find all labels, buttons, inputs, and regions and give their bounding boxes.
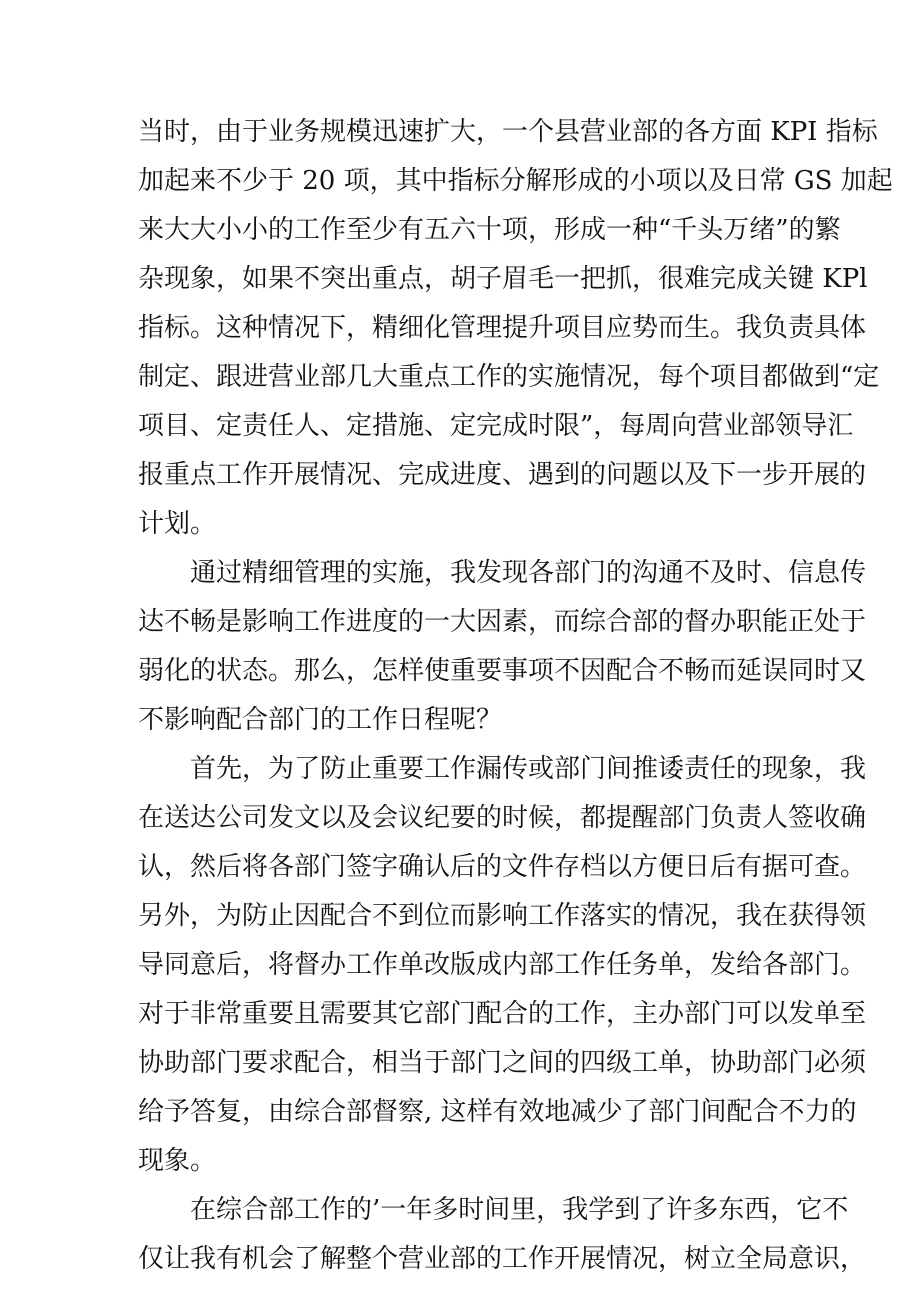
text-line: 首先，为了防止重要工作漏传或部门间推诿责任的现象，我 xyxy=(190,754,867,784)
text-line: 另外，为防止因配合不到位而影响工作落实的情况，我在获得领 xyxy=(138,901,867,931)
text-line: 加起来不少于 20 项，其中指标分解形成的小项以及日常 GS 加起 xyxy=(138,166,893,196)
text-line: 在综合部工作的’一年多时间里，我学到了许多东西，它不 xyxy=(190,1195,849,1225)
text-line: 在送达公司发文以及会议纪要的时候，都提醒部门负责人签收确 xyxy=(138,803,867,833)
text-line: 来大大小小的工作至少有五六十项，形成一种“千头万绪”的繁 xyxy=(138,215,841,245)
text-line: 仅让我有机会了解整个营业部的工作开展情况，树立全局意识， xyxy=(138,1244,867,1274)
text-line: 现象。 xyxy=(138,1146,217,1176)
text-line: 达不畅是影响工作进度的一大因素，而综合部的督办职能正处于 xyxy=(138,607,867,637)
text-line: 对于非常重要且需要其它部门配合的工作，主办部门可以发单至 xyxy=(138,999,867,1029)
text-line: 给予答复，由综合部督察, 这样有效地减少了部门间配合不力的 xyxy=(138,1097,857,1127)
text-line: 弱化的状态。那么，怎样使重要事项不因配合不畅而延误同时又 xyxy=(138,656,867,686)
text-line: 认，然后将各部门签字确认后的文件存档以方便日后有据可查。 xyxy=(138,852,867,882)
text-line: 导同意后，将督办工作单改版成内部工作任务单，发给各部门。 xyxy=(138,950,867,980)
text-line: 当时，由于业务规模迅速扩大，一个县营业部的各方面 KPI 指标 xyxy=(138,117,878,147)
text-line: 通过精细管理的实施，我发现各部门的沟通不及时、信息传 xyxy=(190,558,867,588)
text-line: 指标。这种情况下，精细化管理提升项目应势而生。我负责具体 xyxy=(138,313,867,343)
text-line: 杂现象，如果不突出重点，胡子眉毛一把抓，很难完成关键 KPl xyxy=(138,264,868,294)
text-line: 报重点工作开展情况、完成进度、遇到的问题以及下一步开展的 xyxy=(138,460,867,490)
text-line: 不影响配合部门的工作日程呢？ xyxy=(138,705,503,735)
text-line: 制定、跟进营业部几大重点工作的实施情况，每个项目都做到“定 xyxy=(138,362,880,392)
text-line: 计划。 xyxy=(138,509,217,539)
text-line: 协助部门要求配合，相当于部门之间的四级工单，协助部门必须 xyxy=(138,1048,867,1078)
text-line: 项目、定责任人、定措施、定完成时限”，每周向营业部领导汇 xyxy=(138,411,854,441)
